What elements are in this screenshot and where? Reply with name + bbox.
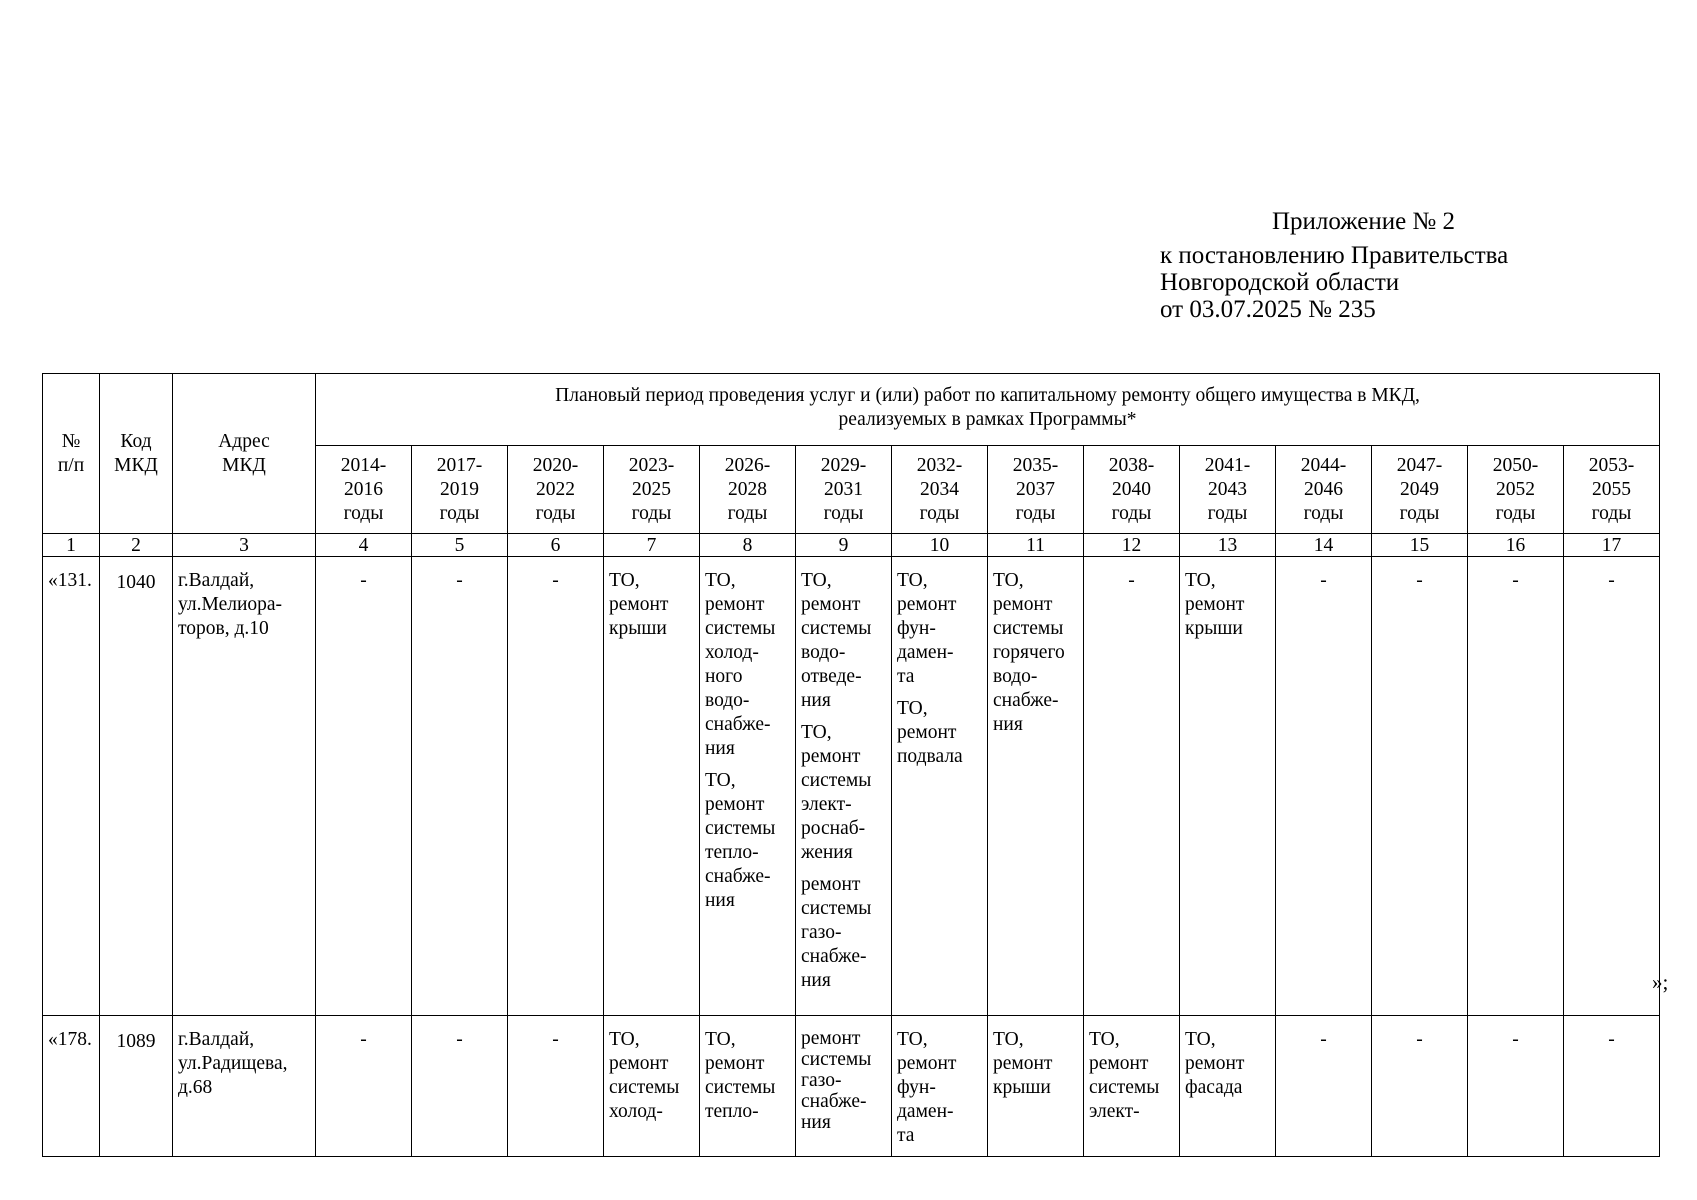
work-item: -: [1512, 570, 1519, 591]
work-item: ТО, ремонт системы тепло-: [705, 1029, 776, 1122]
work-item: ТО, ремонт системы горячего водо- снабже- ния: [993, 570, 1065, 735]
work-item: -: [360, 570, 367, 591]
column-number-cell: 14: [1276, 534, 1372, 557]
work-item: ТО, ремонт системы элект-: [1089, 1029, 1160, 1122]
header-code: Код МКД: [100, 374, 173, 534]
empty-period-cell: [1564, 557, 1660, 1016]
work-item: ТО, ремонт крыши: [609, 570, 669, 639]
works-cell: [604, 557, 700, 1016]
work-item: -: [456, 570, 463, 591]
header-period-5: 2029- 2031 годы: [796, 446, 892, 534]
empty-period-cell: [508, 557, 604, 1016]
header-period-13: 2053- 2055 годы: [1564, 446, 1660, 534]
repair-schedule-table: [42, 373, 1660, 1157]
row-number: «131.: [43, 557, 100, 1016]
mkd-code: 1040: [100, 557, 173, 1016]
column-number-cell: 10: [892, 534, 988, 557]
work-item: -: [552, 1029, 559, 1050]
mkd-address: г.Валдай, ул.Радищева, д.68: [173, 1016, 316, 1157]
header-address: Адрес МКД: [173, 374, 316, 534]
header-period-1: 2017- 2019 годы: [412, 446, 508, 534]
work-item: -: [1416, 570, 1423, 591]
column-number-cell: 12: [1084, 534, 1180, 557]
work-item: ТО, ремонт системы водо- отведе- ния: [801, 570, 872, 711]
column-number-cell: 3: [173, 534, 316, 557]
empty-period-cell: [316, 1016, 412, 1157]
works-cell: [1180, 1016, 1276, 1157]
header-period-9: 2041- 2043 годы: [1180, 446, 1276, 534]
works-cell: [1180, 557, 1276, 1016]
empty-period-cell: [1084, 557, 1180, 1016]
empty-period-cell: [316, 557, 412, 1016]
work-item: ТО, ремонт крыши: [993, 1029, 1053, 1098]
column-number-cell: 16: [1468, 534, 1564, 557]
header-period-6: 2032- 2034 годы: [892, 446, 988, 534]
empty-period-cell: [1276, 1016, 1372, 1157]
column-number-cell: 1: [43, 534, 100, 557]
works-cell: [892, 1016, 988, 1157]
column-number-cell: 11: [988, 534, 1084, 557]
column-number-cell: 5: [412, 534, 508, 557]
work-item: -: [1512, 1029, 1519, 1050]
empty-period-cell: [1372, 1016, 1468, 1157]
works-cell: [700, 1016, 796, 1157]
header-period-12: 2050- 2052 годы: [1468, 446, 1564, 534]
works-cell: [1084, 1016, 1180, 1157]
work-item: ремонт системы газо- снабже- ния: [801, 874, 872, 991]
header-period-8: 2038- 2040 годы: [1084, 446, 1180, 534]
header-period-0: 2014- 2016 годы: [316, 446, 412, 534]
header-number: № п/п: [43, 374, 100, 534]
row-number: «178.: [43, 1016, 100, 1157]
work-item: ТО, ремонт системы холод-: [609, 1029, 680, 1122]
annex-region-line: Новгородской области: [1160, 269, 1400, 296]
works-cell: [988, 1016, 1084, 1157]
work-item: ТО, ремонт фасада: [1185, 1029, 1245, 1098]
mkd-code: 1089: [100, 1016, 173, 1157]
work-item: -: [1608, 570, 1615, 591]
header-period-11: 2047- 2049 годы: [1372, 446, 1468, 534]
work-item: -: [1416, 1029, 1423, 1050]
header-period-2: 2020- 2022 годы: [508, 446, 604, 534]
works-cell: [988, 557, 1084, 1016]
annex-date-line: от 03.07.2025 № 235: [1160, 296, 1376, 323]
work-item: -: [360, 1029, 367, 1050]
header-period-10: 2044- 2046 годы: [1276, 446, 1372, 534]
works-cell: [796, 557, 892, 1016]
mkd-address: г.Валдай, ул.Мелиора- торов, д.10: [173, 557, 316, 1016]
work-item: -: [1128, 570, 1135, 591]
empty-period-cell: [1564, 1016, 1660, 1157]
table-row: [43, 557, 1660, 1016]
annex-header: [1160, 208, 1508, 323]
column-number-cell: 8: [700, 534, 796, 557]
work-item: ТО, ремонт подвала: [897, 698, 963, 767]
header-period-3: 2023- 2025 годы: [604, 446, 700, 534]
empty-period-cell: [1468, 557, 1564, 1016]
column-number-cell: 6: [508, 534, 604, 557]
table-row: [43, 1016, 1660, 1157]
annex-resolution-line: к постановлению Правительства: [1160, 242, 1509, 269]
column-number-cell: 4: [316, 534, 412, 557]
empty-period-cell: [412, 1016, 508, 1157]
work-item: ТО, ремонт системы холод- ного водо- снабже- ния: [705, 570, 776, 759]
empty-period-cell: [1468, 1016, 1564, 1157]
work-item: -: [1320, 1029, 1327, 1050]
closing-quote: »;: [1652, 970, 1669, 994]
works-cell: [604, 1016, 700, 1157]
empty-period-cell: [508, 1016, 604, 1157]
works-cell: [796, 1016, 892, 1157]
column-number-cell: 7: [604, 534, 700, 557]
column-number-cell: 13: [1180, 534, 1276, 557]
work-item: ТО, ремонт крыши: [1185, 570, 1245, 639]
column-number-cell: 9: [796, 534, 892, 557]
work-item: ТО, ремонт фун- дамен- та: [897, 570, 957, 687]
works-cell: [700, 557, 796, 1016]
work-item: -: [456, 1029, 463, 1050]
works-cell: [892, 557, 988, 1016]
header-period-7: 2035- 2037 годы: [988, 446, 1084, 534]
header-planned-period: Плановый период проведения услуг и (или) работ по капитальному ремонту общего имущества в МКД, реализуемых в рамках Программы*: [316, 374, 1660, 446]
empty-period-cell: [412, 557, 508, 1016]
column-number-cell: 15: [1372, 534, 1468, 557]
column-number-cell: 2: [100, 534, 173, 557]
work-item: ТО, ремонт системы тепло- снабже- ния: [705, 770, 776, 911]
empty-period-cell: [1372, 557, 1468, 1016]
work-item: -: [1608, 1029, 1615, 1050]
annex-title: Приложение № 2: [1272, 208, 1456, 235]
work-item: ТО, ремонт фун- дамен- та: [897, 1029, 957, 1146]
empty-period-cell: [1276, 557, 1372, 1016]
work-item: -: [1320, 570, 1327, 591]
work-item: ТО, ремонт системы элект- роснаб- жения: [801, 722, 872, 863]
header-period-4: 2026- 2028 годы: [700, 446, 796, 534]
work-item: ремонт системы газо- снабже- ния: [801, 1028, 872, 1133]
work-item: -: [552, 570, 559, 591]
column-number-cell: 17: [1564, 534, 1660, 557]
